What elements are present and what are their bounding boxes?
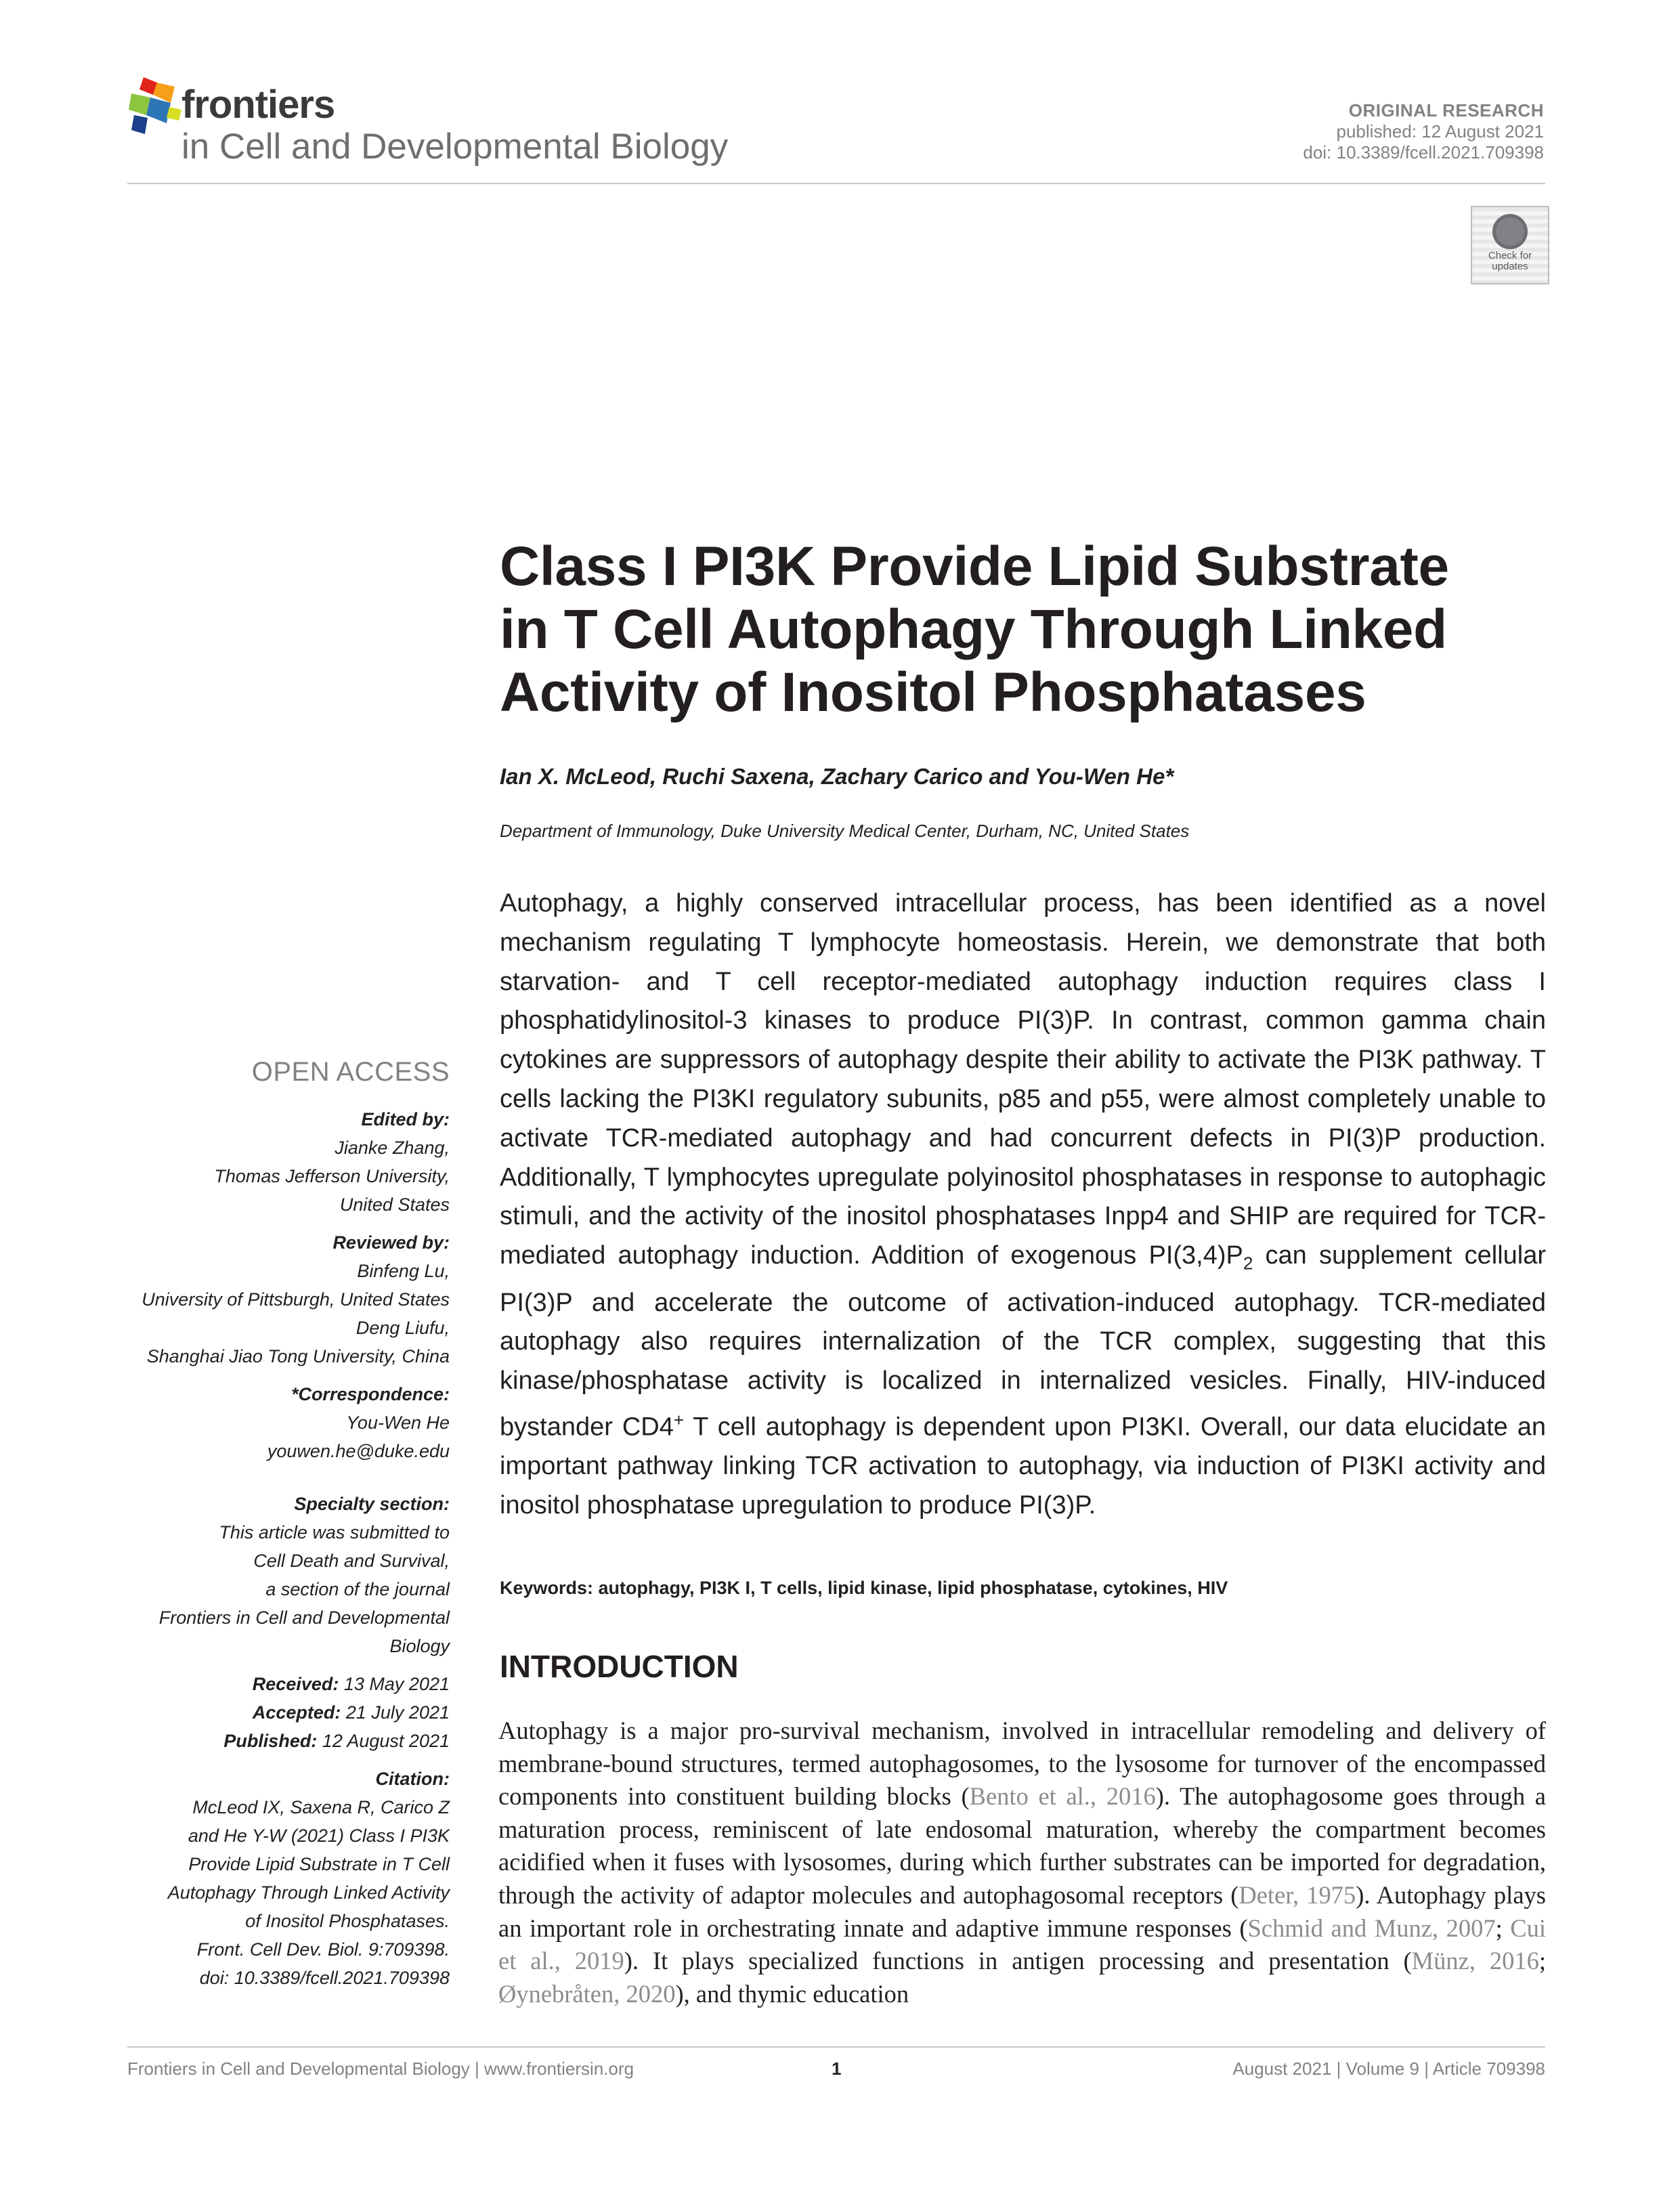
check-updates-line-2: updates (1492, 261, 1528, 272)
edited-by-label: Edited by: (361, 1109, 450, 1129)
title-line: Activity of Inositol Phosphatases (500, 662, 1366, 723)
check-updates-line-1: Check for (1488, 250, 1532, 261)
abstract (500, 884, 1546, 1526)
reviewer-name: Binfeng Lu, (357, 1261, 450, 1281)
citation-link[interactable]: Bento et al., 2016 (969, 1782, 1156, 1811)
editor-institution: Thomas Jefferson University, (214, 1166, 450, 1186)
journal-name: in Cell and Developmental Biology (181, 127, 729, 167)
specialty-line: a section of the journal (265, 1579, 450, 1599)
frontiers-logo-mark (127, 76, 183, 137)
received-date: 13 May 2021 (343, 1674, 450, 1694)
specialty-line: Frontiers in Cell and Developmental (158, 1608, 450, 1628)
abstract-subscript: 2 (1243, 1253, 1253, 1274)
citation-link[interactable]: Deter, 1975 (1239, 1880, 1356, 1909)
received-label: Received: (252, 1674, 339, 1694)
footer-journal[interactable]: Frontiers in Cell and Developmental Biology | www.frontiersin.org (127, 2058, 634, 2079)
citation-line: of Inositol Phosphatases. (245, 1911, 450, 1931)
accepted-date: 21 July 2021 (345, 1702, 450, 1723)
accepted-label: Accepted: (252, 1702, 341, 1723)
body-text: Autophagy is a major pro-survival mechanism, involved in intracellular remodeling and delivery of membrane-bound structures, termed autophagosomes, to the lysosome for turnover of the encompassed components into constituent building blocks ( (498, 1717, 1546, 1811)
citation-link[interactable]: Cui et al., 2019 (498, 1914, 1546, 1975)
published-date-sidebar: 12 August 2021 (322, 1731, 450, 1751)
citation-line: Provide Lipid Substrate in T Cell (188, 1854, 450, 1874)
body-text: ). Autophagy plays an important role in orchestrating innate and adaptive immune responses ( (498, 1880, 1546, 1942)
correspondence-name: You-Wen He (346, 1412, 450, 1433)
editor-name: Jianke Zhang, (335, 1138, 450, 1158)
open-access-label: OPEN ACCESS (251, 1057, 450, 1087)
reviewed-by-label: Reviewed by: (332, 1232, 450, 1253)
introduction-paragraph (498, 1714, 1546, 2010)
footer-issue: August 2021 | Volume 9 | Article 709398 (1232, 2058, 1545, 2079)
citation-line: Front. Cell Dev. Biol. 9:709398. (196, 1939, 450, 1960)
footer-rule (127, 2046, 1545, 2048)
correspondence-label: *Correspondence: (290, 1384, 450, 1404)
published-date: published: 12 August 2021 (1336, 121, 1544, 142)
abstract-text: T cell autophagy is dependent upon PI3KI. Overall, our data elucidate an important pathway linking TCR activation to autophagy, via induction of PI3KI activity and inositol phosphatase upregulation to produce PI(3)P. (500, 1412, 1546, 1520)
correspondence-email[interactable]: youwen.he@duke.edu (267, 1441, 450, 1461)
reviewer-institution: Shanghai Jiao Tong University, China (146, 1346, 450, 1366)
page-number: 1 (832, 2058, 842, 2079)
affiliation: Department of Immunology, Duke University Medical Center, Durham, NC, United States (500, 821, 1190, 841)
body-text: ; (1538, 1947, 1547, 1975)
citation-link[interactable]: Münz, 2016 (1411, 1947, 1539, 1975)
body-text: ), and thymic education (675, 1979, 909, 2008)
specialty-section-label: Specialty section: (294, 1494, 450, 1514)
article-title (500, 535, 1556, 724)
reviewer-name: Deng Liufu, (356, 1318, 450, 1338)
author-list: Ian X. McLeod, Ruchi Saxena, Zachary Carico and You-Wen He* (500, 764, 1174, 789)
specialty-line: Cell Death and Survival, (253, 1551, 450, 1571)
title-line: in T Cell Autophagy Through Linked (500, 599, 1447, 660)
keywords: Keywords: autophagy, PI3K I, T cells, lipid kinase, lipid phosphatase, cytokines, HIV (500, 1578, 1228, 1598)
specialty-line: Biology (389, 1636, 450, 1656)
check-for-updates-badge[interactable] (1471, 206, 1549, 284)
reviewer-institution: University of Pittsburgh, United States (142, 1289, 450, 1310)
editor-country: United States (339, 1194, 450, 1215)
specialty-line: This article was submitted to (219, 1522, 450, 1543)
article-type: ORIGINAL RESEARCH (1348, 100, 1544, 121)
section-heading: INTRODUCTION (500, 1649, 739, 1684)
citation-line: Autophagy Through Linked Activity (167, 1882, 450, 1903)
accepted-row (70, 1698, 450, 1727)
crossmark-icon (1492, 214, 1528, 249)
published-row (70, 1727, 450, 1755)
citation-link[interactable]: Øynebråten, 2020 (498, 1979, 676, 2008)
abstract-text: can supplement cellular PI(3)P and accelerate the outcome of activation-induced autophagy. TCR-mediated autophagy also requires internalization of the TCR complex, suggesting that this kinase/phosphatase activity is localized in internalized vesicles. Finally, HIV-induced bystander CD4 (500, 1241, 1546, 1442)
citation-label: Citation: (375, 1769, 450, 1789)
article-info-sidebar (70, 1056, 450, 1992)
abstract-text: Autophagy, a highly conserved intracellular process, has been identified as a novel mechanism regulating T lymphocyte homeostasis. Herein, we demonstrate that both starvation- and T cell receptor-mediated autophagy induction requires class I phosphatidylinositol-3 kinases to produce PI(3)P. In contrast, common gamma chain cytokines are suppressors of autophagy despite their ability to activate the PI3K pathway. T cells lacking the PI3KI regulatory subunits, p85 and p55, were almost completely unable to activate TCR-mediated autophagy and had concurrent defects in PI(3)P production. Additionally, T lymphocytes upregulate polyinositol phosphatases in response to autophagic stimuli, and the activity of the inositol phosphatases Inpp4 and SHIP are required for TCR-mediated autophagy induction. Addition of exogenous PI(3,4)P (500, 889, 1546, 1270)
article-meta (1303, 100, 1544, 163)
citation-line[interactable]: doi: 10.3389/fcell.2021.709398 (199, 1968, 450, 1988)
logo-wordmark: frontiers (181, 83, 335, 127)
citation-link[interactable]: Schmid and Munz, 2007 (1247, 1914, 1496, 1942)
published-label: Published: (223, 1731, 318, 1751)
abstract-superscript: + (673, 1409, 685, 1430)
article-doi[interactable]: doi: 10.3389/fcell.2021.709398 (1303, 142, 1544, 163)
body-text: ). It plays specialized functions in antigen processing and presentation ( (624, 1947, 1412, 1975)
citation-line: McLeod IX, Saxena R, Carico Z (192, 1797, 450, 1817)
citation-line: and He Y-W (2021) Class I PI3K (188, 1826, 450, 1846)
body-text: ). The autophagosome goes through a maturation process, reminiscent of late endosomal maturation, whereby the compartment becomes acidified when it fuses with lysosomes, during which further substrates can be imported for degradation, through the activity of adaptor molecules and autophagosomal receptors ( (498, 1782, 1546, 1909)
header-rule (127, 183, 1545, 184)
body-text: ; (1495, 1914, 1511, 1942)
title-line: Class I PI3K Provide Lipid Substrate (500, 536, 1449, 597)
received-row (70, 1670, 450, 1698)
